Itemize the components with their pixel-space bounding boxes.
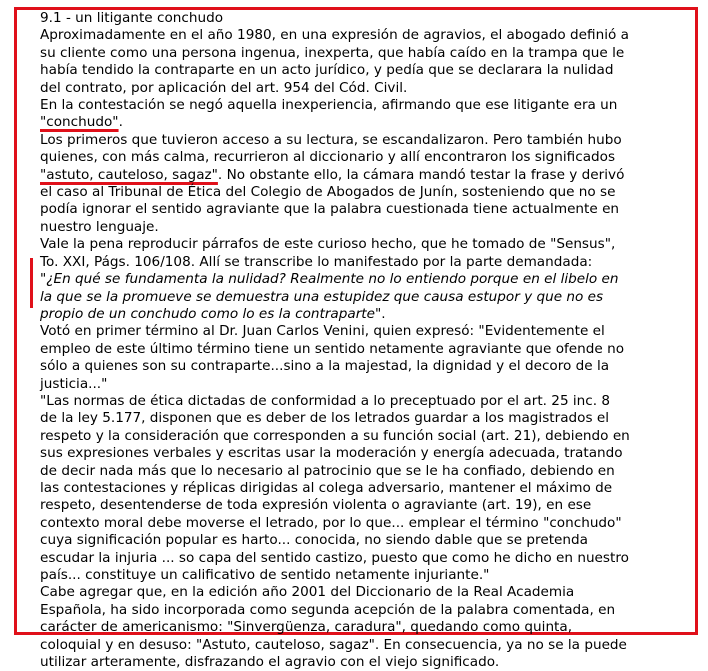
paragraph-2 — [40, 97, 630, 132]
section-title: 9.1 - un litigante conchudo — [40, 10, 224, 26]
paragraph-3 — [40, 132, 630, 236]
paragraph-3-text: Los primeros que tuvieron acceso a su lectura, se escandalizaron. Pero también hubo quienes, con más calma, recurrieron al diccionario y allí encontraron los significados — [40, 131, 622, 166]
paragraph-4: Vale la pena reproducir párrafos de este curioso hecho, que he tomado de "Sensus", To. XXI, Págs. 106/108. Allí se transcribe lo manifestado por la parte demandada: — [40, 236, 616, 270]
quote-close: ". — [375, 305, 386, 322]
quote-highlight-bar — [30, 258, 33, 308]
paragraph-2-end: . — [118, 114, 123, 131]
paragraph-6: Votó en primer término al Dr. Juan Carlos Venini, quien expresó: "Evidentemente el empleo de este último término tiene un sentido netamente agraviante que ofende no sólo a quienes son su contraparte...sino a la majestad, la dignidad y el decoro de la justicia..." — [40, 323, 625, 392]
paragraph-2-text: En la contestación se negó aquella inexperiencia, afirmando que ese litigante era un — [40, 97, 618, 114]
quote-open: " — [40, 271, 47, 288]
italic-quote: ¿En qué se fundamenta la nulidad? Realmente no lo entiendo porque en el libelo en la que se la promueve se demuestra una estupidez que causa estupor y que no es propio de un conchudo como lo es la contraparte — [40, 271, 619, 322]
paragraph-8: Cabe agregar que, en la edición año 2001 del Diccionario de la Real Academia Española, ha sido incorporada como segunda acepción de la palabra comentada, en carácter de americanismo: "Sinvergüenza, caradura", quedando como quinta, coloquial y en desuso: "Astuto, cauteloso, sagaz". En consecuencia, ya no se la puede utilizar arteramente, disfrazando el agravio con el viejo significado. — [40, 584, 627, 671]
paragraph-7: "Las normas de ética dictadas de conformidad a lo preceptuado por el art. 25 inc. 8 de la ley 5.177, disponen que es deber de los letrados guardar a los magistrados el respeto y la consideración que corresponden a su función social (art. 21), debiendo en sus expresiones verbales y escritas usar la moderación y energía adecuada, tratando de decir nada más que lo necesario al patrocinio que se le ha confiado, debiendo en las contestaciones y réplicas dirigidas al colega adversario, mantener el máximo de respeto, desentenderse de toda expresión violenta o agraviante (art. 19), en ese contexto moral debe moverse el letrado, por lo que... emplear el término "conchudo" cuya significación popular es harto... conocida, no siendo dable que se pretenda escudar la injuria ... so capa del sentido castizo, puesto que como he dicho en nuestro país... constituye un calificativo de sentido netamente injuriante." — [40, 392, 630, 583]
highlighted-definition: "astuto, cauteloso, sagaz" — [40, 166, 218, 183]
highlighted-term-conchudo: "conchudo" — [40, 114, 119, 131]
document-body — [40, 10, 630, 671]
paragraph-1: Aproximadamente en el año 1980, en una expresión de agravios, el abogado definió a su cliente como una persona ingenua, inexperta, que había caído en la trampa que le había tendido la contraparte en un acto jurídico, y pedía que se declarara la nulidad del contrato, por aplicación del art. 954 del Cód. Civil. — [40, 27, 629, 96]
paragraph-3-end: . No obstante ello, la cámara mandó testar la frase y derivó el caso al Tribunal de Ética del Colegio de Abogados de Junín, sosteniendo que no se podía ignorar el sentido agraviante que la palabra cuestionada tiene actualmente en nuestro lenguaje. — [40, 166, 625, 235]
quoted-paragraph — [40, 271, 630, 323]
